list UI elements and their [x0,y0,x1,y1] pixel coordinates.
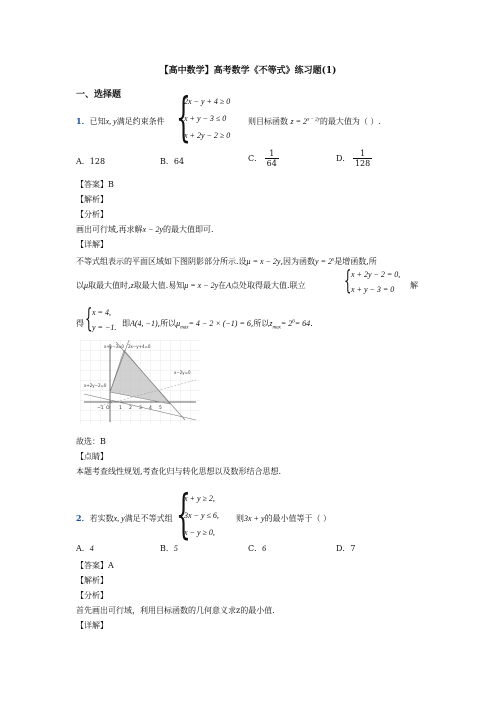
q2-constraint-1: x + y ≥ 2, [184,494,215,503]
q2-fenxi-label: 【分析】 [76,591,108,600]
q1-fenxi-text: 画出可行域,再求解x − 2y的最大值即可. [76,225,214,234]
q1-answer: 【答案】B [76,180,114,189]
q2-option-a: A．4 [76,544,94,553]
q1-feasible-region-graph [80,340,200,424]
q2-jiexi-label: 【解析】 [76,576,108,585]
q2-xiangjie-label: 【详解】 [76,621,108,630]
q1-system-b-2: y = −1. [92,323,117,332]
q2-constraint-brace: { [176,485,191,545]
q1-constraint-brace: { [176,88,191,148]
q2-constraint-2: 3x − y ≤ 6, [184,511,219,520]
q1-detail-line-3a: 得 [76,319,84,328]
q1-objective: z = 2 [290,117,308,126]
q1-system-a-2: x + y − 3 = 0 [351,285,395,294]
q1-option-a: A．128 [76,157,106,166]
label-l2: 2x−y+4=0 [128,344,151,349]
q1-conclusion: 故选：B [76,437,106,446]
q1-xiangjie-label: 【详解】 [76,240,108,249]
q2-option-b: B．5 [160,544,178,553]
section-heading: 一、选择题 [76,90,122,100]
q2-stem-tail: 则3x + y的最小值等于（ ） [236,514,332,523]
q1-system-a-brace: { [344,266,352,296]
q2-option-d: D．7 [336,544,356,553]
label-l1: x+y−3=0 [104,344,124,349]
tick-1: −1 [97,406,104,411]
q1-system-b-brace: { [85,304,93,334]
q1-system-b-1: x = 4, [92,308,111,317]
q1-detail-line-1: 不等式组表示的平面区域如下图阴影部分所示.设μ = x − 2y,因为函数$y = 2^x$是增函数,所 [76,257,377,266]
q1-stem-lead: 1．已知x, y满足约束条件 [76,116,165,126]
q2-stem-lead: 2．若实数x, y满足不等式组 [76,513,173,523]
page-title: 【高中数学】高考数学《不等式》练习题(1) [159,66,337,76]
tick-2: O [106,406,110,411]
q2-answer: 【答案】A [76,561,114,570]
q2-constraint-3: x − y ≥ 0, [184,528,215,537]
q2-fenxi-text: 首先画出可行域，利用目标函数的几何意义求z的最小值． [76,606,281,615]
q1-option-d: D． $\frac{1}{128}$ [336,149,371,168]
q2-number: 2． [76,513,90,523]
tick-3: 1 [119,406,122,411]
q1-fenxi-label: 【分析】 [76,210,108,219]
q1-dianjing-text: 本题考查线性规划,考查化归与转化思想以及数形结合思想. [76,467,282,476]
q1-system-a-1: x + 2y − 2 = 0, [351,270,401,279]
q1-option-b: B．64 [160,157,185,166]
q1-constraint-1: 2x − y + 4 ≥ 0 [184,97,231,106]
tick-5: 3 [139,406,142,411]
q1-constraint-3: x + 2y − 2 ≥ 0 [184,131,231,140]
tick-6: 4 [149,406,152,411]
q1-dianjing-label: 【点睛】 [76,452,108,461]
q2-option-c: C．6 [248,544,267,553]
q1-option-c: C． $\frac{1}{64}$ [248,149,277,168]
q1-jiexi-label: 【解析】 [76,195,108,204]
label-l3: x+2y−2=0 [84,383,107,388]
q1-stem-tail: 则目标函数 $z = 2^{x - 2y}$的最大值为（ ）. [248,117,381,126]
q1-detail-line-2: 以μ取最大值时,z取最大值.易知μ = x − 2y在A点处取得最大值.联立 [76,281,306,290]
tick-4: 2 [129,406,132,411]
tick-7: 5 [159,406,162,411]
q1-number: 1． [76,116,90,126]
q1-detail-line-3b: 即A(4, −1),所以$\mu_{max}= 4 - 2 \times (-1) = 6$,所以$z_{max}= 2^6= 64$. [122,319,313,331]
q1-detail-solve: 解 [410,281,418,290]
label-l4: x−2y=0 [174,370,191,375]
q1-constraint-2: x + y − 3 ≤ 0 [184,114,227,123]
